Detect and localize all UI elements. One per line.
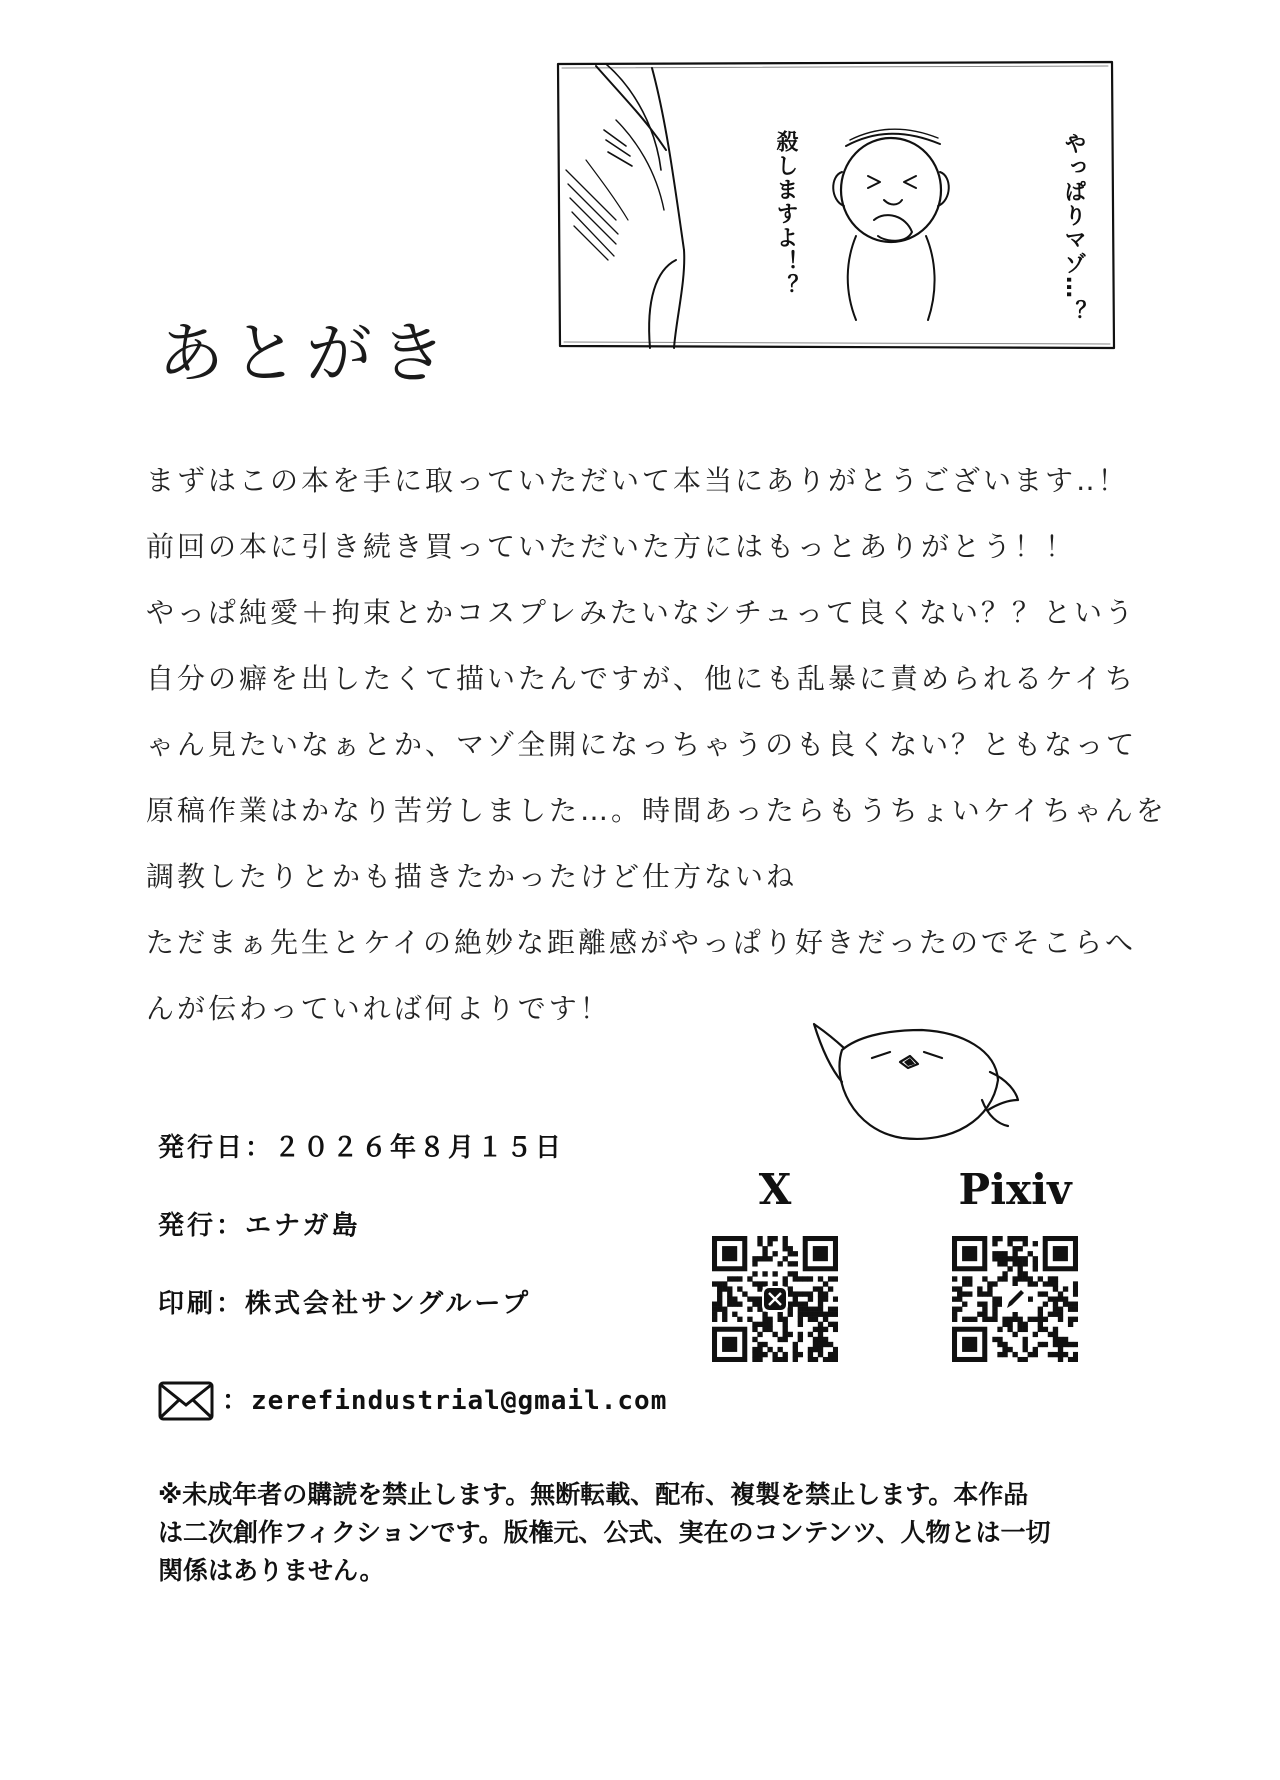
body-line: ゃん見たいなぁとか、マゾ全開になっちゃうのも良くない？ともなって [146,728,1138,761]
legal-notice [158,1476,1138,1590]
body-line: 調教したりとかも描きたかったけど仕方ないね [146,860,798,893]
printer: 印刷：株式会社サングループ [158,1289,532,1319]
afterword-body [146,448,1167,1042]
notice-line: は二次創作フィクションです。版権元、公式、実在のコンテンツ、人物とは一切 [158,1518,1051,1547]
bird-doodle-icon [812,1020,1022,1150]
publisher: 発行：エナガ島 [158,1211,361,1241]
email-row [158,1362,667,1440]
notice-line: ※未成年者の購読を禁止します。無断転載、配布、複製を禁止します。本作品 [158,1480,1029,1509]
body-line: んが伝わっていれば何よりです！ [146,992,611,1025]
email-address[interactable]: zerefindustrial@gmail.com [251,1386,668,1416]
x-label: X [758,1165,792,1214]
body-line: 原稿作業はかなり苦労しました…。時間あったらもうちょいケイちゃんを [146,794,1167,827]
x-qr-code[interactable] [712,1236,838,1362]
notice-line: 関係はありません。 [158,1556,385,1585]
speech-bubble-right: やっぱりマゾ…？ [1061,132,1086,324]
pixiv-qr-code[interactable] [952,1236,1078,1362]
pixiv-label: Pixiv [958,1165,1072,1214]
email-prefix: ： [222,1386,252,1416]
manga-panel [556,60,1116,350]
body-line: 前回の本に引き続き買っていただいた方にはもっとありがとう！！ [146,530,1077,563]
speech-bubble-left: 殺しますよ！？ [773,130,798,298]
colophon [158,1128,667,1440]
body-line: ただまぁ先生とケイの絶妙な距離感がやっぱり好きだったのでそこらへ [146,926,1137,959]
page-title: あとがき [158,315,454,392]
envelope-icon [158,1381,214,1421]
body-line: まずはこの本を手に取っていただいて本当にありがとうございます‥！ [146,464,1129,497]
issue-date: 発行日：２０２６年８月１５日 [158,1133,565,1163]
body-line: 自分の癖を出したくて描いたんですが、他にも乱暴に責められるケイち [146,662,1137,695]
body-line: やっぱ純愛＋拘束とかコスプレみたいなシチュって良くない？？という [146,596,1137,629]
